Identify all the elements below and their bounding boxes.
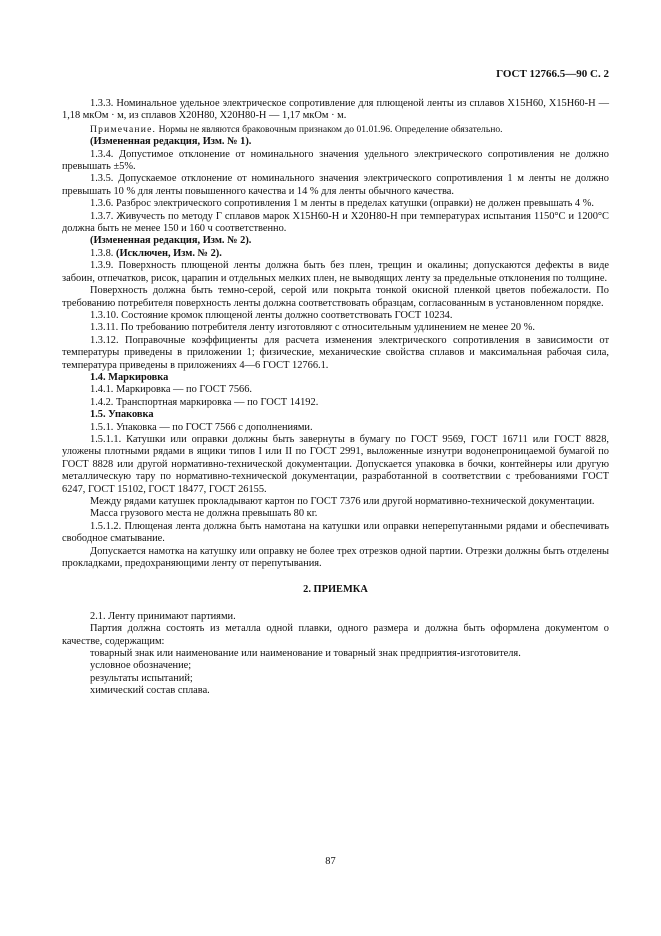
clause-1-3-4: 1.3.4. Допустимое отклонение от номинального значения удельного электрического сопротивления не должно превышать ±5%. xyxy=(62,148,609,173)
section-heading-packing: 1.5. Упаковка xyxy=(90,409,154,421)
clause-1-3-3: 1.3.3. Номинальное удельное электрическое сопротивление для плющеной ленты из сплавов Х15Н60, Х15Н60-Н — 1,18 мкОм · м, из сплавов Х20Н80, Х20Н80-Н — 1,17 мкОм · м. xyxy=(62,98,609,122)
clause-1-3-5: 1.3.5. Допускаемое отклонение от номинального значения электрического сопротивления 1 м ленты не должно превышать 10 % для ленты повышенного качества и 14 % для ленты обычного качества. xyxy=(62,173,609,197)
section-heading-marking: 1.4. Маркировка xyxy=(90,371,169,383)
clause-1-3-10: 1.3.10. Состояние кромок плющеной ленты должно соответствовать ГОСТ 10234. xyxy=(90,309,453,321)
clause-1-3-9: 1.3.9. Поверхность плющеной ленты должна быть без плен, трещин и окалины; допускаются дефекты в виде забоин, отпечатков, рисок, царапин и отдельных мелких плен, не выводящих ленту за предельные отклонения по толщине. xyxy=(62,260,609,284)
note-label: Примечание. xyxy=(90,123,157,135)
list-item: условное обозначение; xyxy=(90,660,192,672)
clause-excluded: (Исключен, Изм. № 2). xyxy=(115,247,222,259)
list-item: химический состав сплава. xyxy=(90,685,210,697)
clause-1-3-8 xyxy=(62,248,609,260)
clause-1-5-1: 1.5.1. Упаковка — по ГОСТ 7566 с дополнениями. xyxy=(90,421,313,433)
page-number: 87 xyxy=(325,856,336,867)
document-body xyxy=(62,98,609,698)
clause-1-4-1: 1.4.1. Маркировка — по ГОСТ 7566. xyxy=(90,384,253,396)
clause-1-3-12: 1.3.12. Поправочные коэффициенты для расчета изменения электрического сопротивления в зависимости от температуры приведены в приложении 1; физические, механические свойства сплавов и максимальная рабочая сила, температура приведены в приложениях 4—6 ГОСТ 12766.1. xyxy=(62,334,609,371)
clause-1-3-6: 1.3.6. Разброс электрического сопротивления 1 м ленты в пределах катушки (оправки) не должен превышать 4 %. xyxy=(90,198,594,210)
paragraph-cardboard: Между рядами катушек прокладывают картон по ГОСТ 7376 или другой нормативно-технической документации. xyxy=(90,496,595,507)
section-heading-acceptance: 2. ПРИЕМКА xyxy=(303,584,368,596)
note xyxy=(62,124,609,136)
clause-number: 1.3.8. xyxy=(90,247,116,259)
amendment-1: (Измененная редакция, Изм. № 1). xyxy=(90,136,252,148)
list-item: результаты испытаний; xyxy=(90,672,193,684)
paragraph-winding: Допускается намотка на катушку или оправку не более трех отрезков одной партии. Отрезки должны быть отделены прокладками, предохраняющими ленту от перепутывания. xyxy=(62,545,609,570)
paragraph-surface: Поверхность должна быть темно-серой, серой или покрыта тонкой окисной пленкой цветов побежалости. По требованию потребителя поверхность ленты должна соответствовать образцам, согласованным в установленном порядке. xyxy=(62,285,609,309)
clause-1-5-1-1: 1.5.1.1. Катушки или оправки должны быть завернуты в бумагу по ГОСТ 9569, ГОСТ 16711 или ГОСТ 8828, уложены плотными рядами в ящики типов I или II по ГОСТ 2991, выложенные изнутри водонепроницаемой бумагой по ГОСТ 8828 или другой нормативно-технической документации. Допускается упаковка в бочки, контейнеры или другую металлическую тару по нормативно-технической документации, разработанной в соответствии с требованиями ГОСТ 6247, ГОСТ 15102, ГОСТ 18477, ГОСТ 26155. xyxy=(62,433,609,495)
paragraph-batch: Партия должна состоять из металла одной плавки, одного размера и должна быть оформлена документом о качестве, содержащим: xyxy=(62,623,609,647)
clause-1-4-2: 1.4.2. Транспортная маркировка — по ГОСТ 14192. xyxy=(90,396,319,408)
clause-1-3-7: 1.3.7. Живучесть по методу Г сплавов марок Х15Н60-Н и Х20Н80-Н при температурах испытания 1150°С и 1200°С должна быть не менее 150 и 160 ч соответственно. xyxy=(62,210,609,235)
paragraph-mass: Масса грузового места не должна превышать 80 кг. xyxy=(90,508,318,520)
clause-2-1: 2.1. Ленту принимают партиями. xyxy=(90,610,236,622)
clause-1-5-1-2: 1.5.1.2. Плющеная лента должна быть намотана на катушки или оправки неперепутанными рядами и обеспечивать свободное сматывание. xyxy=(62,520,609,545)
clause-1-3-11: 1.3.11. По требованию потребителя ленту изготовляют с относительным удлинением не менее 20 %. xyxy=(90,322,535,334)
amendment-2: (Измененная редакция, Изм. № 2). xyxy=(90,235,252,247)
document-header: ГОСТ 12766.5—90 С. 2 xyxy=(496,68,609,80)
note-text: Нормы не являются браковочным признаком до 01.01.96. Определение обязательно. xyxy=(156,123,503,135)
list-item: товарный знак или наименование или наименование и товарный знак предприятия-изготовителя. xyxy=(90,648,521,660)
